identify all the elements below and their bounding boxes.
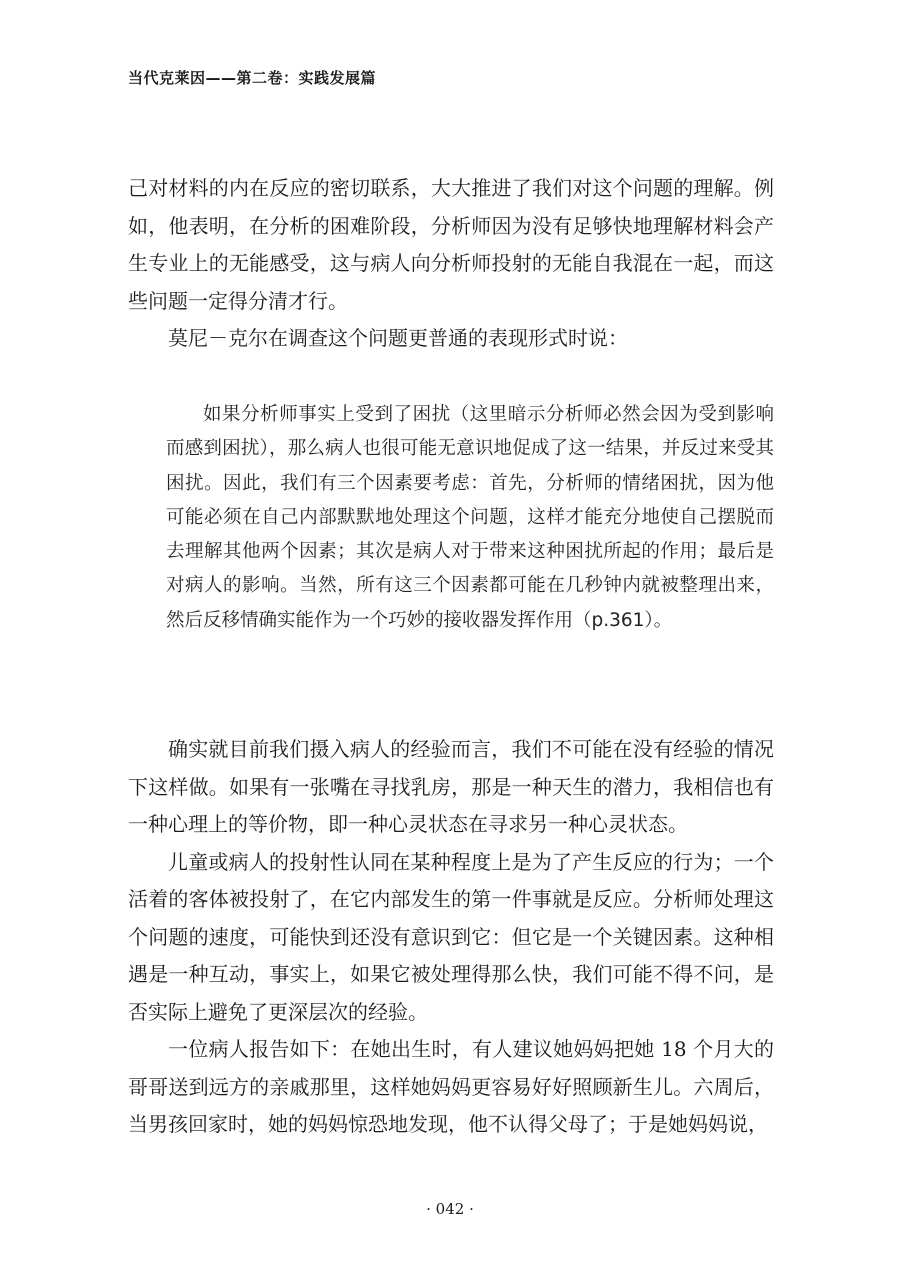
paragraph-projective-identification: 儿童或病人的投射性认同在某种程度上是为了产生反应的行为；一个活着的客体被投射了，在它内部发生的第一件事就是反应。分析师处理这个问题的速度，可能快到还没有意识到它：但它是一个关键因素。这种相遇是一种互动，事实上，如果它被处理得那么快，我们可能不得不问，是否实际上避免了更深层次的经验。 — [128, 849, 774, 1024]
block-quote — [166, 398, 774, 638]
body-text-top — [128, 170, 774, 358]
paragraph-continued: 己对材料的内在反应的密切联系，大大推进了我们对这个问题的理解。例如，他表明，在分析的困难阶段，分析师因为没有足够快地理解材料会产生专业上的无能感受，这与病人向分析师投射的无能自我混在一起，而这些问题一定得分清才行。 — [128, 176, 774, 313]
running-head: 当代克莱因——第二卷：实践发展篇 — [128, 69, 377, 87]
body-text-bottom — [128, 731, 774, 1144]
paragraph-experience: 确实就目前我们摄入病人的经验而言，我们不可能在没有经验的情况下这样做。如果有一张嘴在寻找乳房，那是一种天生的潜力，我相信也有一种心理上的等价物，即一种心灵状态在寻求另一种心灵状态。 — [128, 737, 774, 836]
block-quote-text: 如果分析师事实上受到了困扰（这里暗示分析师必然会因为受到影响而感到困扰），那么病人也很可能无意识地促成了这一结果，并反过来受其困扰。因此，我们有三个因素要考虑：首先，分析师的情绪困扰，因为他可能必须在自己内部默默地处理这个问题，这样才能充分地使自己摆脱而去理解其他两个因素；其次是病人对于带来这种困扰所起的作用；最后是对病人的影响。当然，所有这三个因素都可能在几秒钟内就被整理出来，然后反移情确实能作为一个巧妙的接收器发挥作用（p.361）。 — [166, 404, 774, 631]
paragraph-patient-report: 一位病人报告如下：在她出生时，有人建议她妈妈把她 18 个月大的哥哥送到远方的亲戚那里，这样她妈妈更容易好好照顾新生儿。六周后，当男孩回家时，她的妈妈惊恐地发现，他不认得父母了；于是她妈妈说， — [128, 1037, 774, 1136]
page-number: · 042 · — [426, 1200, 474, 1218]
paragraph-quote-intro: 莫尼－克尔在调查这个问题更普通的表现形式时说： — [168, 326, 628, 350]
